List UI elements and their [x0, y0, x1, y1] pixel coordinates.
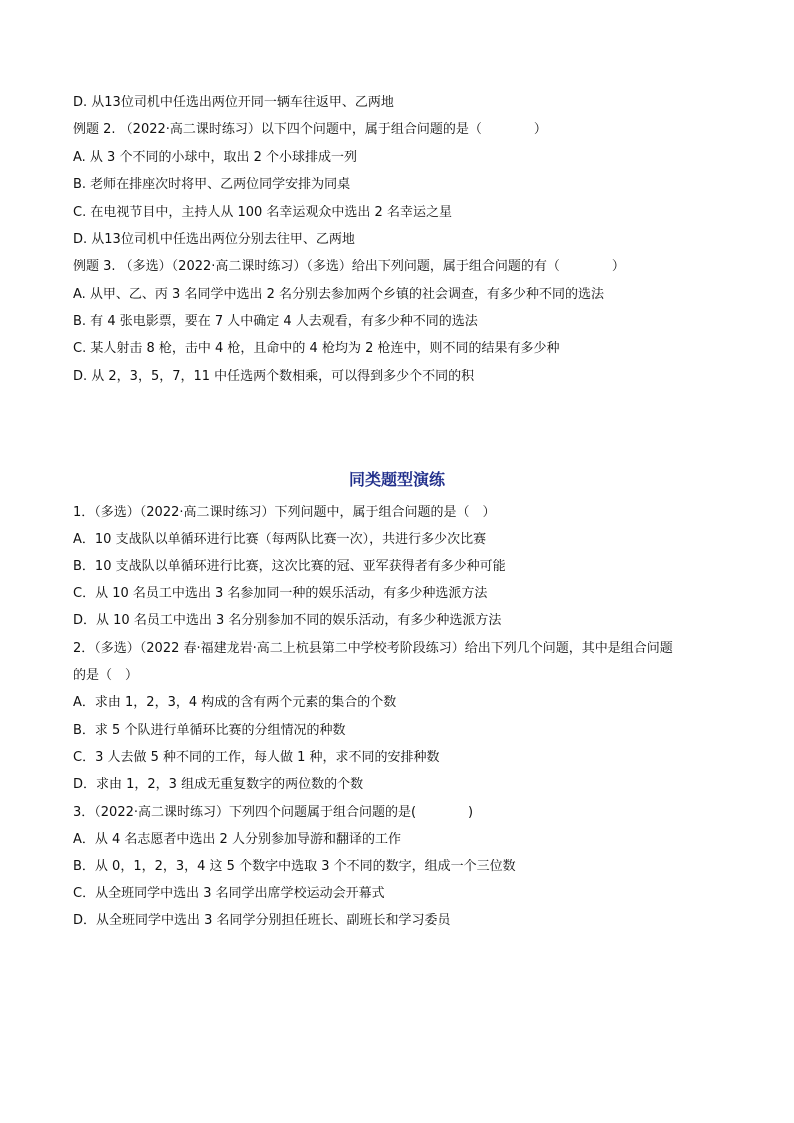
example-2-option-a: A. 从 3 个不同的小球中，取出 2 个小球排成一列 [73, 150, 358, 165]
example-3-option-d: D. 从 2，3，5，7，11 中任选两个数相乘，可以得到多少个不同的积 [73, 369, 475, 384]
question-2-title-line-2: 的是（ ） [73, 668, 139, 683]
example-3-option-c: C. 某人射击 8 枪，击中 4 枪，且命中的 4 枪均为 2 枪连中，则不同的结果有多少种 [73, 341, 560, 356]
option-d-line: D. 从13位司机中任选出两位开同一辆车往返甲、乙两地 [73, 95, 394, 110]
section-title: 同类题型演练 [348, 470, 445, 489]
question-3-option-c: C．从全班同学中选出 3 名同学出席学校运动会开幕式 [73, 886, 385, 901]
example-2-option-d: D. 从13位司机中任选出两位分别去往甲、乙两地 [73, 232, 355, 247]
example-3-title: 例题 3. （多选）（2022·高二课时练习）（多选）给出下列问题，属于组合问题的有（ ） [73, 259, 625, 274]
question-2-option-a: A．求由 1，2，3，4 构成的含有两个元素的集合的个数 [73, 695, 397, 710]
example-2-option-c: C. 在电视节目中，主持人从 100 名幸运观众中选出 2 名幸运之星 [73, 205, 452, 220]
question-3-option-a: A．从 4 名志愿者中选出 2 人分别参加导游和翻译的工作 [73, 832, 401, 847]
question-2-title-line-1: 2．（多选）（2022 春·福建龙岩·高二上杭县第二中学校考阶段练习）给出下列几个问题，其中是组合问题 [73, 641, 673, 656]
question-1-option-d: D．从 10 名员工中选出 3 名分别参加不同的娱乐活动，有多少种选派方法 [73, 613, 502, 628]
question-2-option-c: C．3 人去做 5 种不同的工作，每人做 1 种，求不同的安排种数 [73, 750, 440, 765]
question-3-title: 3．（2022·高二课时练习）下列四个问题属于组合问题的是( ) [73, 805, 474, 820]
question-2-option-b: B．求 5 个队进行单循环比赛的分组情况的种数 [73, 723, 346, 738]
question-3-option-d: D．从全班同学中选出 3 名同学分别担任班长、副班长和学习委员 [73, 913, 451, 928]
example-3-option-a: A. 从甲、乙、丙 3 名同学中选出 2 名分别去参加两个乡镇的社会调查，有多少种不同的选法 [73, 287, 605, 302]
question-3-option-b: B．从 0，1，2，3，4 这 5 个数字中选取 3 个不同的数字，组成一个三位数 [73, 859, 516, 874]
question-1-option-a: A．10 支战队以单循环进行比赛（每两队比赛一次），共进行多少次比赛 [73, 532, 487, 547]
example-3-option-b: B. 有 4 张电影票，要在 7 人中确定 4 人去观看，有多少种不同的选法 [73, 314, 478, 329]
example-2-title: 例题 2. （2022·高二课时练习）以下四个问题中，属于组合问题的是（ ） [73, 122, 547, 137]
question-2-option-d: D．求由 1，2，3 组成无重复数字的两位数的个数 [73, 777, 364, 792]
example-2-option-b: B. 老师在排座次时将甲、乙两位同学安排为同桌 [73, 177, 351, 192]
question-1-title: 1．（多选）（2022·高二课时练习）下列问题中，属于组合问题的是（ ） [73, 505, 496, 520]
question-1-option-b: B．10 支战队以单循环进行比赛，这次比赛的冠、亚军获得者有多少种可能 [73, 559, 506, 574]
question-1-option-c: C．从 10 名员工中选出 3 名参加同一种的娱乐活动，有多少种选派方法 [73, 586, 488, 601]
